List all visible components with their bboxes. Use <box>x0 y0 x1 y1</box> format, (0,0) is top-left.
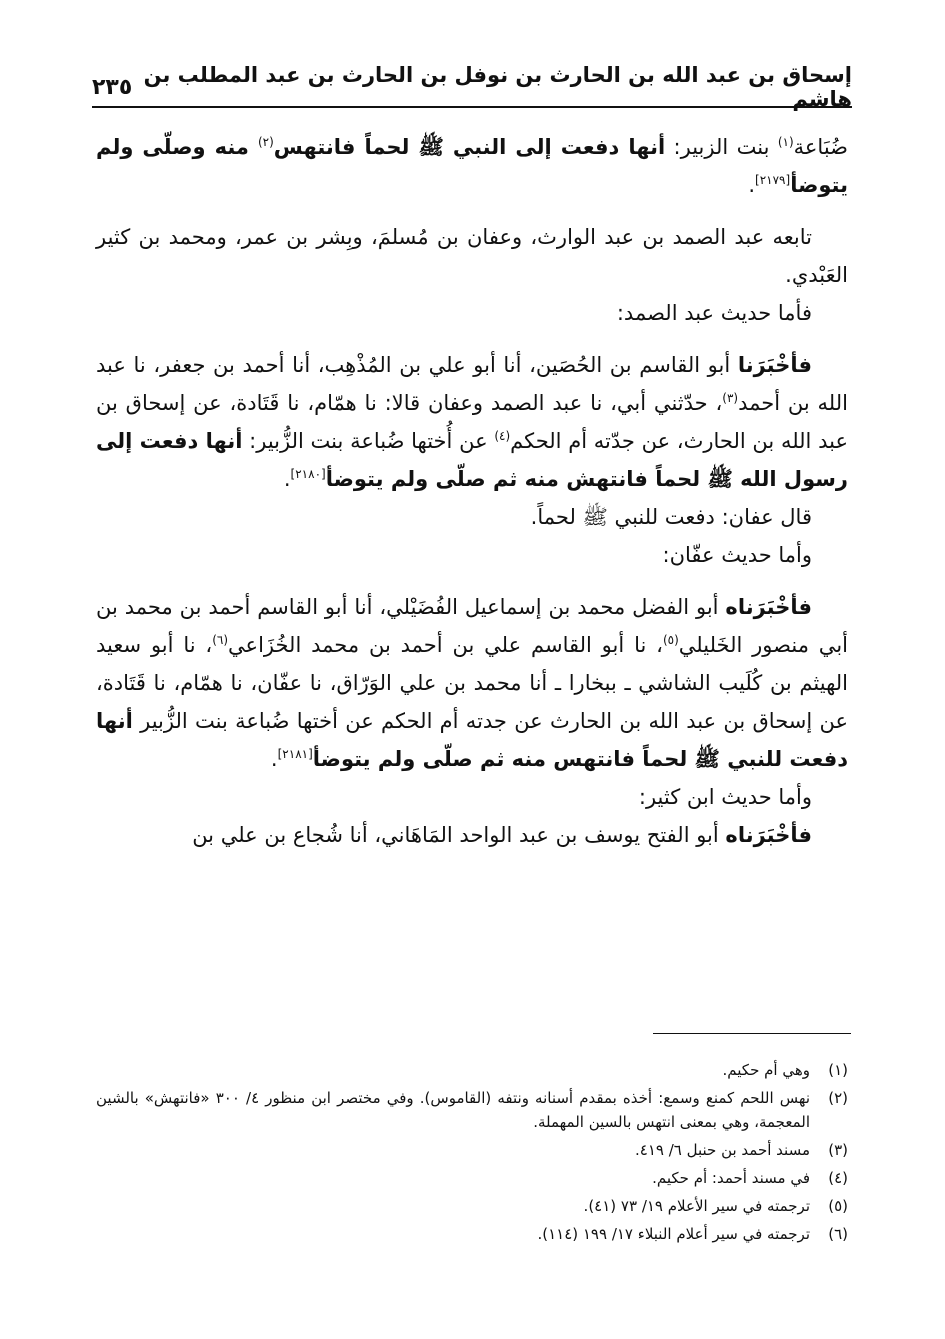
text-segment: تابعه عبد الصمد بن عبد الوارث، وعفان بن مُسلمَ، وبِشر بن عمر، ومحمد بن كثير العَبْدي. <box>96 225 848 287</box>
footnote <box>96 1058 848 1082</box>
text-segment: أبو الفتح يوسف بن عبد الواحد المَاهَاني، أنا شُجاع بن علي بن <box>192 823 726 847</box>
text-segment: وأما حديث ابن كثير: <box>638 785 812 809</box>
text-segment: وأما حديث عفّان: <box>662 543 812 567</box>
paragraph <box>96 294 848 332</box>
hadith-text: فأخْبَرَناه <box>725 595 812 619</box>
reference-marker: (٥) <box>662 633 679 647</box>
reference-marker: (٦) <box>212 633 229 647</box>
text-segment: ، نا أبو سعيد الهيثم بن كُلَيب الشاشي ـ ببخارا ـ أنا محمد بن علي الوَرّاق، نا عفّان، نا همّام، نا قَتَادة، عن إسحاق بن عبد الله بن الحارث عن جدته أم الحكم عن أختها ضُباعة بنت الزُّبير <box>96 633 848 733</box>
hadith-text: فأخْبَرَنا <box>737 353 812 377</box>
text-segment: ضُبَاعة <box>793 135 848 159</box>
footnote-number: (٤) <box>828 1169 848 1187</box>
paragraph <box>96 536 848 574</box>
paragraph <box>96 588 848 778</box>
footnote-number: (٢) <box>828 1089 848 1107</box>
hadith-text: أنها دفعت إلى النبي ﷺ لحماً فانتهس <box>273 135 666 159</box>
running-title: إسحاق بن عبد الله بن الحارث بن نوفل بن الحارث بن عبد المطلب بن هاشم <box>143 63 852 111</box>
paragraph <box>96 816 848 854</box>
footnote <box>96 1086 848 1134</box>
running-header <box>92 63 852 111</box>
reference-marker: [٢١٨١] <box>277 747 313 761</box>
footnote-separator <box>653 1033 851 1034</box>
text-segment: بنت الزبير: <box>665 135 778 159</box>
paragraph <box>96 498 848 536</box>
footnote-number: (٦) <box>828 1225 848 1243</box>
text-segment: أبو القاسم بن الحُصَين، أنا أبو علي بن المُذْهِب، أنا أحمد بن جعفر، نا عبد الله بن أحمد <box>96 353 848 415</box>
footnotes <box>96 1058 848 1250</box>
hadith-text: أنها دفعت إلى رسول الله ﷺ لحماً فانتهش منه ثم صلّى ولم يتوضأ <box>96 429 848 491</box>
paragraph-gap <box>96 332 848 346</box>
footnote-text: نهس اللحم كمنع وسمع: أخذه بمقدم أسنانه ونتفه (القاموس). وفي مختصر ابن منظور ٤/ ٣٠٠ «فانتهش» بالشين المعجمة، وهي بمعنى انتهس بالسين المهملة. <box>96 1089 810 1131</box>
footnote-text: ترجمته في سير أعلام النبلاء ١٧/ ١٩٩ (١١٤). <box>537 1225 810 1243</box>
paragraph-gap <box>96 574 848 588</box>
text-segment: . <box>283 467 291 491</box>
footnote <box>96 1194 848 1218</box>
hadith-text: أنها دفعت للنبي ﷺ لحماً فانتهس منه ثم صلّى ولم يتوضأ <box>96 709 848 771</box>
text-segment: ، نا أبو القاسم علي بن أحمد بن محمد الخُزَاعي <box>228 633 663 657</box>
footnote-text: ترجمته في سير الأعلام ١٩/ ٧٣ (٤١). <box>583 1197 810 1215</box>
footnote-text: وهي أم حكيم. <box>722 1061 810 1079</box>
reference-marker: (٣) <box>722 391 739 405</box>
footnote <box>96 1222 848 1246</box>
footnote-number: (٣) <box>828 1141 848 1159</box>
text-segment: قال عفان: دفعت للنبي ﷺ لحماً. <box>530 505 812 529</box>
text-segment: . <box>270 747 278 771</box>
text-segment: فأما حديث عبد الصمد: <box>616 301 812 325</box>
text-segment: عن أُختها ضُباعة بنت الزُّبير: <box>242 429 495 453</box>
paragraph <box>96 778 848 816</box>
hadith-text: فأخْبَرَناه <box>725 823 812 847</box>
text-segment: . <box>748 173 756 197</box>
footnote-text: مسند أحمد بن حنبل ٦/ ٤١٩. <box>635 1141 810 1159</box>
footnote-text: في مسند أحمد: أم حكيم. <box>652 1169 810 1187</box>
footnote <box>96 1166 848 1190</box>
reference-marker: (١) <box>777 135 794 149</box>
page-number: ٢٣٥ <box>92 74 133 100</box>
reference-marker: (٢) <box>257 135 274 149</box>
reference-marker: [٢١٧٩] <box>755 173 791 187</box>
footnote-number: (١) <box>828 1061 848 1079</box>
hadith-text: منه وصلّى ولم يتوضأ <box>96 135 848 197</box>
paragraph-gap <box>96 204 848 218</box>
footnote <box>96 1138 848 1162</box>
paragraph <box>96 218 848 294</box>
paragraph <box>96 346 848 498</box>
reference-marker: (٤) <box>494 429 511 443</box>
footnote-number: (٥) <box>828 1197 848 1215</box>
text-segment: أبو الفضل محمد بن إسماعيل الفُضَيْلي، أنا أبو القاسم أحمد بن محمد بن أبي منصور الخَليلي <box>96 595 848 657</box>
main-text <box>96 128 848 854</box>
text-segment: ، حدّثني أبي، نا عبد الصمد وعفان قالا: نا همّام، نا قَتَادة، عن إسحاق بن عبد الله بن الحارث، عن جدّته أم الحكم <box>96 391 848 453</box>
reference-marker: [٢١٨٠] <box>290 467 326 481</box>
paragraph <box>96 128 848 204</box>
